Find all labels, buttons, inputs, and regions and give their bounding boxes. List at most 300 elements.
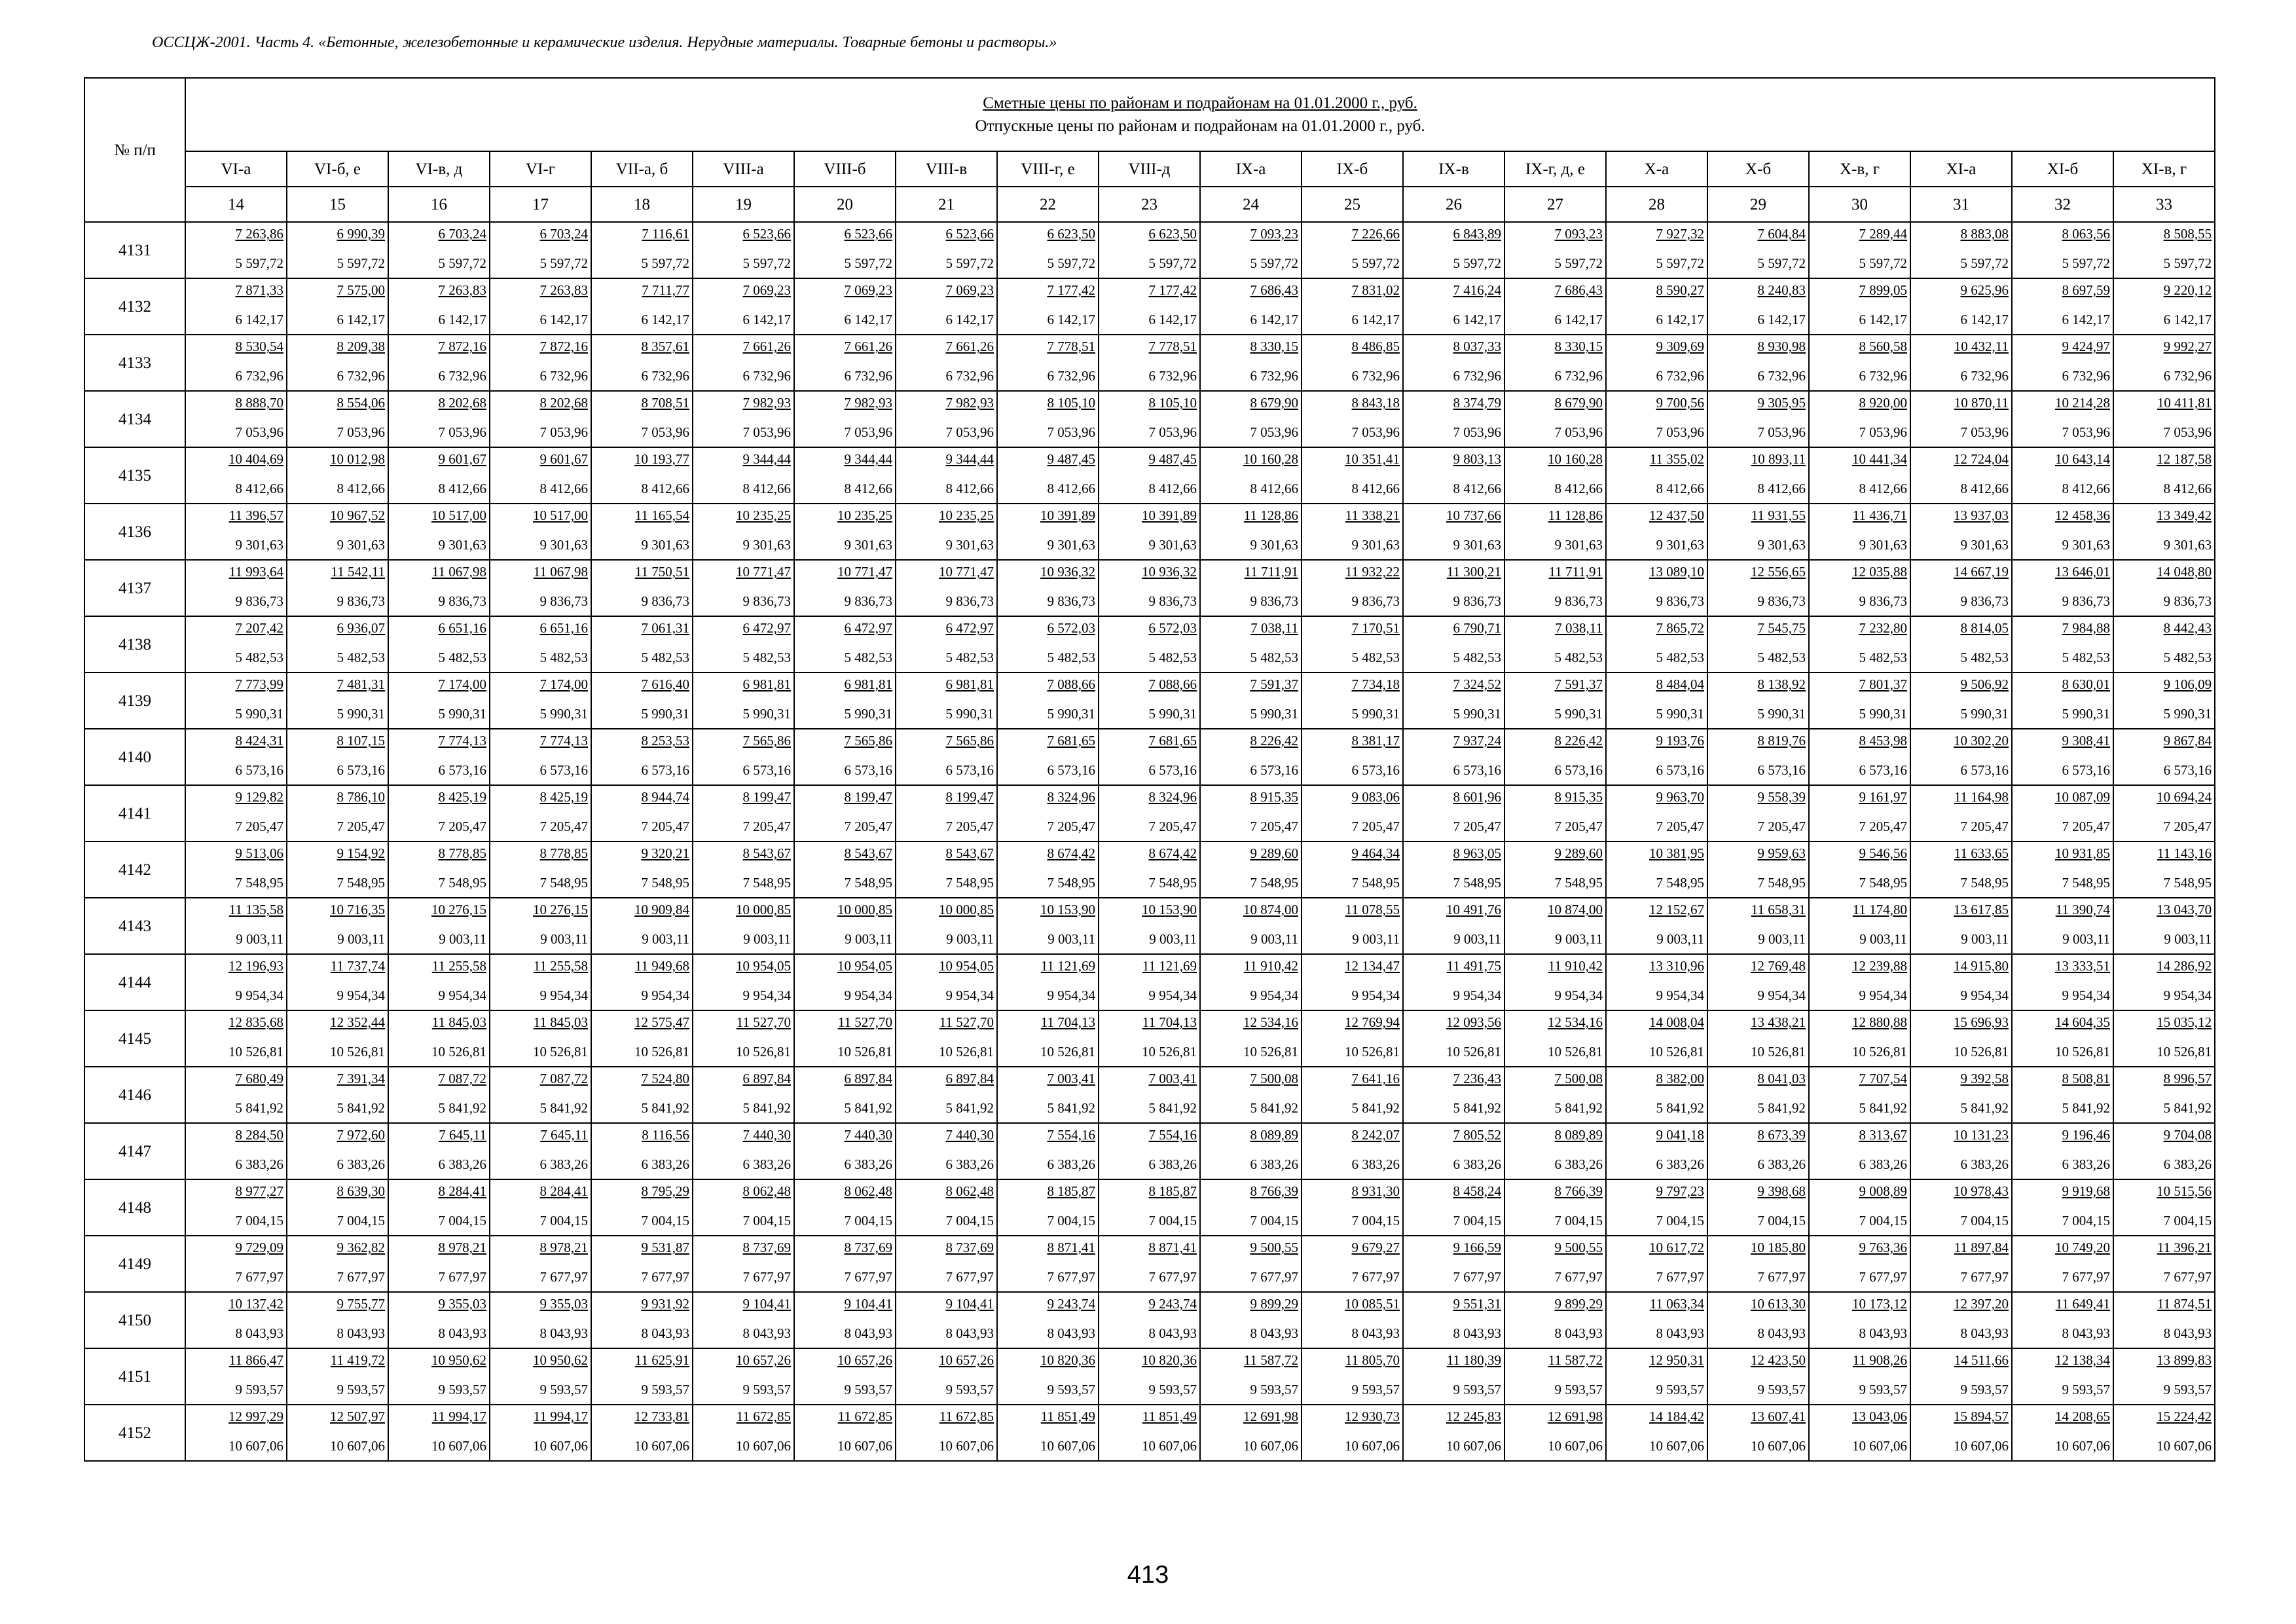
estimate-price: 9 763,36: [1859, 1240, 1907, 1255]
estimate-price: 12 724,04: [1954, 451, 2009, 467]
estimate-price: 6 897,84: [844, 1071, 892, 1086]
price-cell: [591, 1067, 693, 1123]
price-cell: [794, 560, 896, 616]
price-cell: [1504, 1236, 1606, 1292]
row-number: 4143: [84, 898, 185, 954]
price-cell: [1403, 1179, 1504, 1236]
estimate-price: 7 416,24: [1453, 282, 1501, 298]
estimate-price: 7 440,30: [742, 1127, 791, 1143]
release-price: 7 053,96: [1554, 424, 1603, 440]
release-price: 6 573,16: [844, 762, 892, 778]
price-cell: [1707, 729, 1809, 785]
price-cell: [185, 222, 287, 278]
estimate-price: 8 915,35: [1554, 789, 1603, 805]
estimate-price: 15 894,57: [1954, 1409, 2009, 1424]
price-cell: [2113, 1010, 2215, 1067]
release-price: 9 954,34: [438, 987, 486, 1003]
release-price: 10 607,06: [1040, 1438, 1095, 1454]
release-price: 6 732,96: [1554, 368, 1603, 384]
estimate-price: 7 681,65: [1148, 733, 1197, 748]
estimate-price: 9 506,92: [1960, 676, 2009, 692]
release-price: 5 841,92: [945, 1100, 994, 1116]
estimate-price: 7 289,44: [1859, 226, 1907, 242]
estimate-price: 8 089,89: [1554, 1127, 1603, 1143]
price-cell: [490, 1010, 591, 1067]
estimate-price: 7 481,31: [337, 676, 385, 692]
price-cell: [1099, 1179, 1200, 1236]
release-price: 8 043,93: [1453, 1325, 1501, 1341]
estimate-price: 11 711,91: [1548, 564, 1603, 580]
release-price: 5 990,31: [1250, 706, 1298, 722]
estimate-price: 7 686,43: [1554, 282, 1603, 298]
estimate-price: 10 954,05: [939, 958, 994, 974]
price-cell: [1504, 335, 1606, 391]
release-price: 6 142,17: [1453, 312, 1501, 327]
release-price: 9 954,34: [337, 987, 385, 1003]
release-price: 7 053,96: [1250, 424, 1298, 440]
estimate-price: 12 458,36: [2055, 507, 2110, 523]
release-price: 9 593,57: [1757, 1382, 1806, 1397]
price-cell: [1302, 841, 1403, 898]
table-row: [84, 1292, 2215, 1348]
release-price: 7 677,97: [1554, 1269, 1603, 1285]
estimate-price: 7 865,72: [1656, 620, 1704, 636]
estimate-price: 8 673,39: [1757, 1127, 1806, 1143]
price-cell: [591, 560, 693, 616]
release-price: 10 607,06: [1548, 1438, 1603, 1454]
release-price: 9 836,73: [438, 593, 486, 609]
release-price: 5 990,31: [1960, 706, 2009, 722]
price-cell: [1504, 278, 1606, 335]
estimate-price: 14 604,35: [2055, 1014, 2110, 1030]
release-price: 6 142,17: [2163, 312, 2212, 327]
price-cell: [1707, 673, 1809, 729]
estimate-price: 7 681,65: [1047, 733, 1095, 748]
price-cell: [1200, 841, 1302, 898]
price-cell: [287, 841, 388, 898]
price-cell: [896, 222, 997, 278]
row-number: 4133: [84, 335, 185, 391]
estimate-price: 8 737,69: [844, 1240, 892, 1255]
release-price: 6 573,16: [1960, 762, 2009, 778]
release-price: 7 548,95: [438, 875, 486, 891]
release-price: 7 053,96: [1148, 424, 1197, 440]
release-price: 6 383,26: [1757, 1156, 1806, 1172]
release-price: 5 990,31: [844, 706, 892, 722]
release-price: 5 482,53: [539, 650, 588, 665]
release-price: 9 301,63: [1960, 537, 2009, 553]
release-price: 7 548,95: [539, 875, 588, 891]
price-cell: [1910, 222, 2012, 278]
estimate-price: 7 927,32: [1656, 226, 1704, 242]
price-cell: [2113, 673, 2215, 729]
release-price: 9 593,57: [438, 1382, 486, 1397]
release-price: 5 990,31: [2163, 706, 2212, 722]
release-price: 9 003,11: [1453, 931, 1501, 947]
estimate-price: 8 107,15: [337, 733, 385, 748]
estimate-price: 7 088,66: [1047, 676, 1095, 692]
release-price: 7 004,15: [1859, 1213, 1907, 1228]
price-cell: [1707, 898, 1809, 954]
release-price: 8 043,93: [1960, 1325, 2009, 1341]
price-cell: [1606, 1010, 1707, 1067]
estimate-price: 12 397,20: [1954, 1296, 2009, 1312]
price-cell: [591, 1123, 693, 1179]
release-price: 6 732,96: [2163, 368, 2212, 384]
release-price: 9 954,34: [945, 987, 994, 1003]
release-price: 9 954,34: [235, 987, 283, 1003]
release-price: 6 573,16: [945, 762, 994, 778]
estimate-price: 11 658,31: [1751, 902, 1806, 917]
estimate-price: 10 931,85: [2055, 845, 2110, 861]
release-price: 9 954,34: [1148, 987, 1197, 1003]
release-price: 5 597,72: [1250, 255, 1298, 271]
price-cell: [997, 729, 1099, 785]
release-price: 6 383,26: [945, 1156, 994, 1172]
estimate-price: 9 464,34: [1351, 845, 1400, 861]
price-cell: [287, 954, 388, 1010]
estimate-price: 10 185,80: [1751, 1240, 1806, 1255]
price-cell: [1809, 447, 1910, 504]
price-cell: [1910, 673, 2012, 729]
estimate-price: 7 711,77: [642, 282, 689, 298]
estimate-price: 11 063,34: [1649, 1296, 1704, 1312]
release-price: 7 205,47: [539, 819, 588, 834]
estimate-price: 8 708,51: [641, 395, 689, 411]
estimate-price: 9 083,06: [1351, 789, 1400, 805]
estimate-price: 9 041,18: [1656, 1127, 1704, 1143]
price-cell: [388, 278, 490, 335]
table-row: [84, 1010, 2215, 1067]
price-cell: [1606, 560, 1707, 616]
estimate-price: 11 128,86: [1243, 507, 1298, 523]
price-cell: [1099, 222, 1200, 278]
estimate-price: 12 093,56: [1446, 1014, 1501, 1030]
estimate-price: 13 607,41: [1751, 1409, 1806, 1424]
release-price: 5 482,53: [844, 650, 892, 665]
price-cell: [185, 1123, 287, 1179]
estimate-price: 11 625,91: [634, 1352, 689, 1368]
release-price: 9 836,73: [844, 593, 892, 609]
price-cell: [1403, 391, 1504, 447]
release-price: 7 677,97: [1250, 1269, 1298, 1285]
price-cell: [185, 729, 287, 785]
release-price: 10 526,81: [1142, 1044, 1197, 1060]
estimate-price: 9 196,46: [2062, 1127, 2110, 1143]
estimate-price: 13 646,01: [2055, 564, 2110, 580]
release-price: 5 990,31: [641, 706, 689, 722]
estimate-price: 8 374,79: [1453, 395, 1501, 411]
estimate-price: 15 035,12: [2157, 1014, 2212, 1030]
price-cell: [1606, 1405, 1707, 1461]
estimate-price: 10 657,26: [837, 1352, 892, 1368]
price-cell: [1302, 673, 1403, 729]
price-cell: [693, 954, 794, 1010]
release-price: 7 205,47: [1250, 819, 1298, 834]
estimate-price: 10 657,26: [736, 1352, 791, 1368]
column-number: 25: [1302, 187, 1403, 222]
price-cell: [1200, 278, 1302, 335]
zone-header: VIII-а: [693, 151, 794, 187]
release-price: 6 732,96: [1148, 368, 1197, 384]
estimate-price: 8 442,43: [2163, 620, 2212, 636]
estimate-price: 6 981,81: [945, 676, 994, 692]
release-price: 5 841,92: [1351, 1100, 1400, 1116]
price-cell: [490, 898, 591, 954]
price-cell: [1707, 785, 1809, 841]
price-cell: [2113, 841, 2215, 898]
estimate-price: 14 208,65: [2055, 1409, 2110, 1424]
price-cell: [1099, 278, 1200, 335]
price-cell: [896, 1405, 997, 1461]
price-cell: [1403, 504, 1504, 560]
estimate-price: 12 769,48: [1751, 958, 1806, 974]
release-price: 5 597,72: [1554, 255, 1603, 271]
release-price: 9 301,63: [1250, 537, 1298, 553]
price-cell: [693, 278, 794, 335]
estimate-price: 11 527,70: [939, 1014, 994, 1030]
price-cell: [1809, 391, 1910, 447]
release-price: 6 142,17: [844, 312, 892, 327]
price-cell: [2113, 1179, 2215, 1236]
price-cell: [287, 447, 388, 504]
release-price: 7 205,47: [945, 819, 994, 834]
release-price: 9 836,73: [337, 593, 385, 609]
estimate-price: 11 491,75: [1446, 958, 1501, 974]
release-price: 8 043,93: [337, 1325, 385, 1341]
price-cell: [185, 1405, 287, 1461]
release-price: 5 597,72: [1656, 255, 1704, 271]
price-cell: [896, 1123, 997, 1179]
estimate-price: 8 199,47: [844, 789, 892, 805]
price-cell: [794, 335, 896, 391]
price-cell: [997, 616, 1099, 673]
release-price: 9 301,63: [2062, 537, 2110, 553]
price-cell: [1099, 673, 1200, 729]
estimate-price: 10 160,28: [1548, 451, 1603, 467]
price-cell: [1302, 729, 1403, 785]
release-price: 6 142,17: [539, 312, 588, 327]
estimate-price: 10 441,34: [1852, 451, 1907, 467]
release-price: 9 836,73: [1351, 593, 1400, 609]
price-cell: [1504, 841, 1606, 898]
table-row: [84, 1348, 2215, 1405]
release-price: 9 301,63: [539, 537, 588, 553]
release-price: 5 841,92: [1554, 1100, 1603, 1116]
price-cell: [388, 504, 490, 560]
estimate-price: 10 276,15: [533, 902, 588, 917]
estimate-price: 8 630,01: [2062, 676, 2110, 692]
estimate-price: 9 344,44: [742, 451, 791, 467]
estimate-price: 7 661,26: [945, 339, 994, 354]
price-cell: [388, 1292, 490, 1348]
price-cell: [185, 841, 287, 898]
price-cell: [388, 1123, 490, 1179]
price-cell: [2113, 222, 2215, 278]
price-cell: [1504, 447, 1606, 504]
release-price: 5 990,31: [742, 706, 791, 722]
price-cell: [591, 729, 693, 785]
release-price: 7 004,15: [2062, 1213, 2110, 1228]
estimate-price: 11 180,39: [1446, 1352, 1501, 1368]
estimate-price: 11 121,69: [1142, 958, 1197, 974]
release-price: 6 573,16: [1656, 762, 1704, 778]
release-price: 6 573,16: [1757, 762, 1806, 778]
release-price: 7 205,47: [1453, 819, 1501, 834]
estimate-price: 10 771,47: [736, 564, 791, 580]
release-price: 10 526,81: [1852, 1044, 1907, 1060]
price-cell: [287, 1067, 388, 1123]
column-number: 19: [693, 187, 794, 222]
release-price: 7 548,95: [1047, 875, 1095, 891]
release-price: 9 836,73: [1453, 593, 1501, 609]
zone-header: X-б: [1707, 151, 1809, 187]
estimate-price: 8 944,74: [641, 789, 689, 805]
price-cell: [388, 1348, 490, 1405]
price-cell: [1504, 1067, 1606, 1123]
estimate-price: 8 737,69: [742, 1240, 791, 1255]
price-cell: [1910, 1067, 2012, 1123]
estimate-price: 10 517,00: [431, 507, 486, 523]
release-price: 7 004,15: [539, 1213, 588, 1228]
price-cell: [997, 1236, 1099, 1292]
release-price: 9 301,63: [641, 537, 689, 553]
price-cell: [185, 616, 287, 673]
release-price: 8 043,93: [1554, 1325, 1603, 1341]
estimate-price: 10 404,69: [228, 451, 283, 467]
release-price: 8 412,66: [1656, 481, 1704, 496]
price-cell: [490, 447, 591, 504]
release-price: 6 573,16: [1250, 762, 1298, 778]
estimate-price: 8 674,42: [1047, 845, 1095, 861]
zone-header: VIII-б: [794, 151, 896, 187]
price-cell: [1099, 1236, 1200, 1292]
estimate-price: 9 362,82: [337, 1240, 385, 1255]
release-price: 7 004,15: [641, 1213, 689, 1228]
estimate-price: 7 207,42: [235, 620, 283, 636]
price-cell: [1099, 785, 1200, 841]
release-price: 9 003,11: [540, 931, 588, 947]
price-cell: [1809, 841, 1910, 898]
release-price: 8 043,93: [641, 1325, 689, 1341]
estimate-price: 8 543,67: [945, 845, 994, 861]
release-price: 6 573,16: [742, 762, 791, 778]
release-price: 9 954,34: [1047, 987, 1095, 1003]
price-cell: [896, 1179, 997, 1236]
price-cell: [1302, 1236, 1403, 1292]
price-cell: [1910, 1405, 2012, 1461]
release-price: 8 412,66: [438, 481, 486, 496]
price-cell: [490, 785, 591, 841]
estimate-price: 6 472,97: [742, 620, 791, 636]
estimate-price: 11 255,58: [431, 958, 486, 974]
price-cell: [1504, 504, 1606, 560]
estimate-price: 7 982,93: [742, 395, 791, 411]
estimate-price: 13 333,51: [2055, 958, 2110, 974]
price-cell: [1910, 1236, 2012, 1292]
price-cell: [1910, 785, 2012, 841]
release-price: 10 607,06: [1142, 1438, 1197, 1454]
price-cell: [794, 841, 896, 898]
release-price: 7 205,47: [1351, 819, 1400, 834]
price-cell: [1707, 1010, 1809, 1067]
estimate-price: 8 324,96: [1047, 789, 1095, 805]
price-cell: [794, 673, 896, 729]
price-cell: [1809, 729, 1910, 785]
estimate-price: 7 565,86: [742, 733, 791, 748]
price-cell: [1707, 560, 1809, 616]
price-cell: [388, 560, 490, 616]
estimate-price: 10 967,52: [330, 507, 385, 523]
release-price: 5 597,72: [337, 255, 385, 271]
estimate-price: 9 220,12: [2163, 282, 2212, 298]
estimate-price: 14 286,92: [2157, 958, 2212, 974]
release-price: 7 004,15: [1757, 1213, 1806, 1228]
price-cell: [794, 1067, 896, 1123]
price-cell: [997, 1179, 1099, 1236]
release-price: 9 301,63: [742, 537, 791, 553]
release-price: 7 004,15: [1960, 1213, 2009, 1228]
row-number: 4152: [84, 1405, 185, 1461]
release-price: 10 607,06: [736, 1438, 791, 1454]
estimate-price: 8 425,19: [539, 789, 588, 805]
row-number: 4131: [84, 222, 185, 278]
column-number: 27: [1504, 187, 1606, 222]
estimate-price: 9 931,92: [641, 1296, 689, 1312]
estimate-price: 8 766,39: [1554, 1183, 1603, 1199]
estimate-price: 12 880,88: [1852, 1014, 1907, 1030]
release-price: 8 412,66: [1047, 481, 1095, 496]
estimate-price: 11 527,70: [736, 1014, 791, 1030]
price-cell: [794, 729, 896, 785]
estimate-price: 11 711,91: [1244, 564, 1298, 580]
table-row: [84, 1179, 2215, 1236]
estimate-price: 10 193,77: [634, 451, 689, 467]
estimate-price: 10 517,00: [533, 507, 588, 523]
estimate-price: 7 174,00: [438, 676, 486, 692]
release-price: 7 205,47: [1554, 819, 1603, 834]
estimate-price: 10 950,62: [431, 1352, 486, 1368]
release-price: 6 383,26: [1453, 1156, 1501, 1172]
estimate-price: 8 871,41: [1047, 1240, 1095, 1255]
estimate-price: 9 309,69: [1656, 339, 1704, 354]
estimate-price: 9 867,84: [2163, 733, 2212, 748]
estimate-price: 9 355,03: [438, 1296, 486, 1312]
release-price: 10 607,06: [1954, 1438, 2009, 1454]
price-cell: [185, 1010, 287, 1067]
release-price: 9 003,11: [1149, 931, 1197, 947]
price-cell: [1606, 1179, 1707, 1236]
price-cell: [693, 1067, 794, 1123]
release-price: 6 383,26: [844, 1156, 892, 1172]
price-cell: [287, 1010, 388, 1067]
release-price: 9 593,57: [2163, 1382, 2212, 1397]
price-cell: [1707, 1067, 1809, 1123]
estimate-price: 6 623,50: [1148, 226, 1197, 242]
release-price: 9 301,63: [1148, 537, 1197, 553]
price-cell: [2012, 504, 2113, 560]
estimate-price: 9 531,87: [641, 1240, 689, 1255]
release-price: 5 841,92: [1859, 1100, 1907, 1116]
estimate-price: 11 750,51: [634, 564, 689, 580]
price-cell: [185, 1292, 287, 1348]
release-price: 8 412,66: [945, 481, 994, 496]
release-price: 9 836,73: [641, 593, 689, 609]
price-cell: [1403, 1405, 1504, 1461]
estimate-price: 9 625,96: [1960, 282, 2009, 298]
release-price: 7 053,96: [1757, 424, 1806, 440]
estimate-price: 10 936,32: [1040, 564, 1095, 580]
